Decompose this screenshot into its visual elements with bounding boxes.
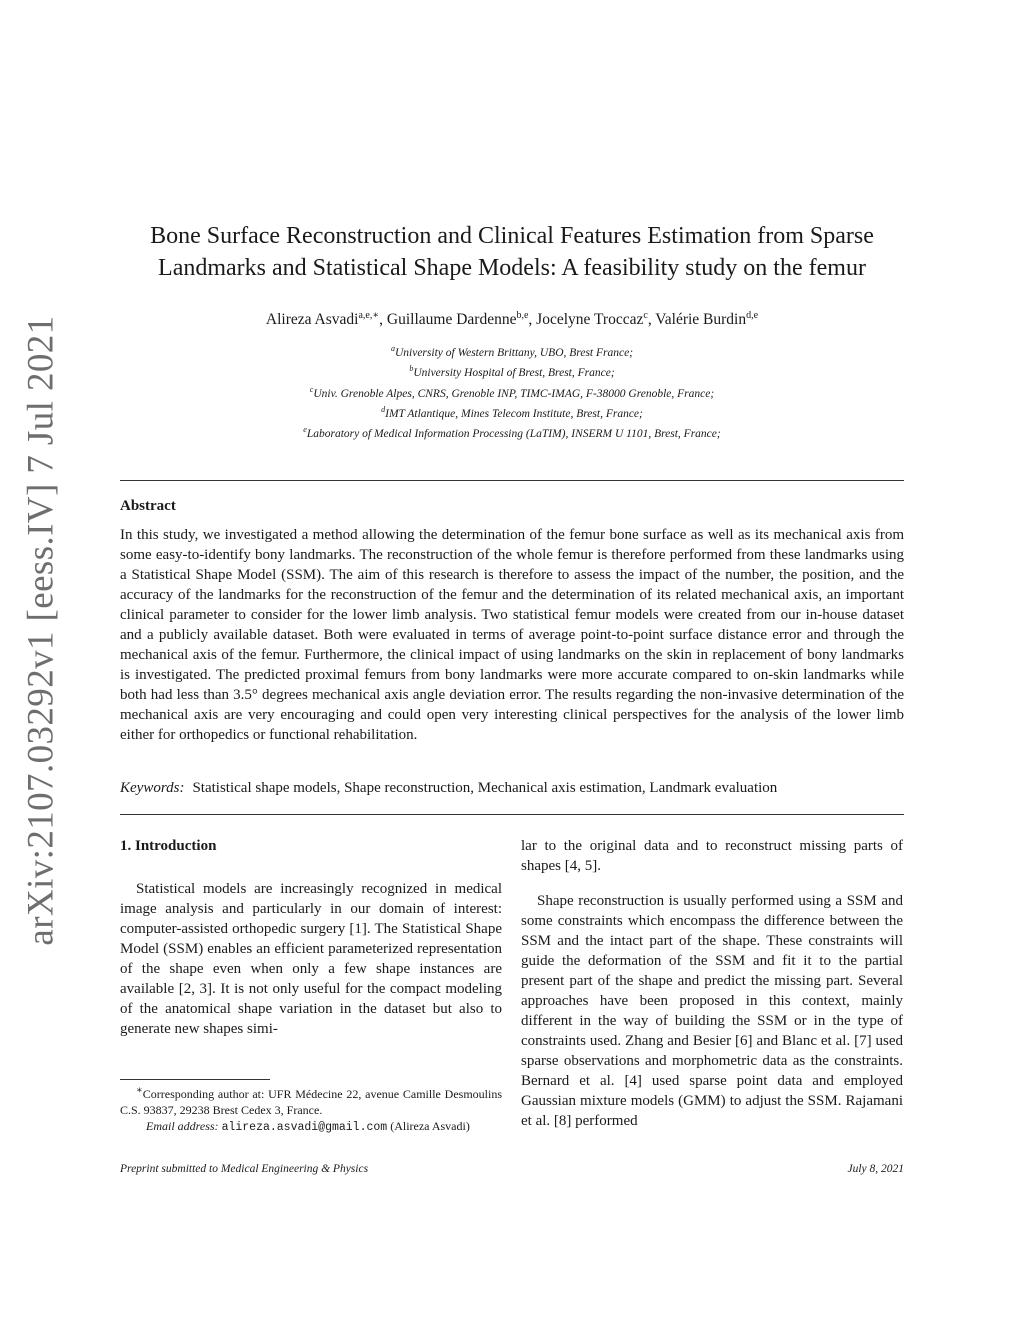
abstract-heading: Abstract [120,498,176,514]
section-heading-introduction: 1. Introduction [120,838,217,854]
email-label: Email address: [146,1119,219,1133]
abstract-top-rule [120,480,904,481]
paper-title [120,220,904,284]
affiliation-marker: b [409,364,414,374]
author-list [120,305,904,331]
author-name: Jocelyne Troccaz [536,311,644,329]
corresponding-author-note [120,1083,502,1118]
author-name: Valérie Burdin [655,311,747,329]
author-name: Guillaume Dardenne [386,311,517,329]
affiliation-item [120,361,904,381]
footnote [120,1083,502,1136]
affiliation-marker: c [309,384,314,394]
email-link[interactable]: alireza.asvadi@gmail.com [221,1121,388,1134]
author-separator: , [528,311,537,329]
affiliation-text: University of Western Brittany, UBO, Brest France; [394,346,634,359]
author-affil-marker: d,e [746,310,759,321]
footnote-marker: ∗ [136,1085,143,1096]
intro-paragraph-1: Statistical models are increasingly recognized in medical image analysis and particularly in our domain of interest: computer-assisted orthopedic surgery [1]. The Statistical Shape Model (SSM) enables an efficient parameterized representation of the shape even when only a few shape instances are available [2, 3]. It is not only useful for the compact modeling of the anatomical shape variation in the dataset but also to generate new shapes simi- [120,881,502,1037]
affiliation-text: Laboratory of Medical Information Processing (LaTIM), INSERM U 1101, Brest, France; [306,428,721,441]
author-affil-marker: b,e [516,310,529,321]
author-name: Alireza Asvadi [265,311,359,329]
intro-paragraph-continued: lar to the original data and to reconstruct missing parts of shapes [4, 5]. [521,838,903,874]
footnote-rule [120,1079,270,1080]
affiliation-text: Univ. Grenoble Alpes, CNRS, Grenoble INP, TIMC-IMAG, F-38000 Grenoble, France; [313,387,715,400]
keywords-line [120,778,904,798]
affiliation-item [120,382,904,402]
arxiv-stamp [2,280,80,980]
abstract-text: In this study, we investigated a method allowing the determination of the femur bone surface as well as its mechanical axis from some easy-to-identify bony landmarks. The reconstruction of the whole femur is therefore performed from these landmarks using a Statistical Shape Model (SSM). The aim of this research is therefore to assess the impact of the number, the position, and the accuracy of the landmarks for the reconstruction of the femur and the determination of its related mechanical axis, an important clinical parameter to consider for the lower limb analysis. Two statistical femur models were created from our in-house dataset and a publicly available dataset. Both were evaluated in terms of average point-to-point surface distance error and through the mechanical axis of the femur. Furthermore, the clinical impact of using landmarks on the skin in replacement of bony landmarks is investigated. The predicted proximal femurs from bony landmarks were more accurate compared to on-skin landmarks while both had less than 3.5° degrees mechanical axis angle deviation error. The results regarding the non-invasive determination of the mechanical axis are very encouraging and could open very interesting clinical perspectives for the analysis of the lower limb either for orthopedics or functional rehabilitation. [120,527,904,743]
author-affil-marker: a,e,∗ [358,310,380,321]
title-line-2: Landmarks and Statistical Shape Models: A feasibility study on the femur [158,255,866,281]
affiliation-text: University Hospital of Brest, Brest, France; [413,367,615,380]
affiliation-item [120,341,904,361]
affiliation-marker: e [303,425,307,435]
affiliation-text: IMT Atlantique, Mines Telecom Institute, Brest, France; [385,407,643,420]
affiliation-marker: a [390,344,395,353]
author-affil-marker: c [643,310,648,321]
affiliation-item [120,422,904,442]
email-line [120,1118,502,1136]
intro-paragraph-2: Shape reconstruction is usually performed using a SSM and some constraints which encompass the difference between the SSM and the intact part of the shape. These constraints will guide the deformation of the SSM and fit it to the partial present part of the shape and predict the missing part. Several approaches have been proposed in this context, mainly different in the way of building the SSM or in the type of constraints used. Zhang and Besier [6] and Blanc et al. [7] used sparse observations and morphometric data as the constraints. Bernard et al. [4] used sparse point data and employed Gaussian mixture models (GMM) to adjust the SSM. Rajamani et al. [8] performed [521,893,903,1129]
author-separator: , [379,311,387,329]
title-line-1: Bone Surface Reconstruction and Clinical Features Estimation from Sparse [150,223,874,249]
left-column [120,836,502,1039]
keywords-label: Keywords: [120,780,185,796]
footer-date: July 8, 2021 [847,1163,904,1175]
footnote-text: Corresponding author at: UFR Médecine 22, avenue Camille Desmoulins C.S. 93837, 29238 Brest Cedex 3, France. [120,1087,502,1117]
affiliation-item [120,402,904,422]
abstract-bottom-rule [120,814,904,815]
footer-journal: Preprint submitted to Medical Engineering & Physics [120,1163,369,1175]
affiliation-marker: d [381,404,386,414]
affiliation-list [120,341,904,443]
email-owner: (Alireza Asvadi) [390,1119,470,1133]
arxiv-identifier[interactable]: arXiv:2107.03292v1 [eess.IV] 7 Jul 2021 [20,314,62,946]
right-column [521,836,903,1131]
author-separator: , [647,311,656,329]
keywords-text: Statistical shape models, Shape reconstruction, Mechanical axis estimation, Landmark evaluation [192,780,778,796]
